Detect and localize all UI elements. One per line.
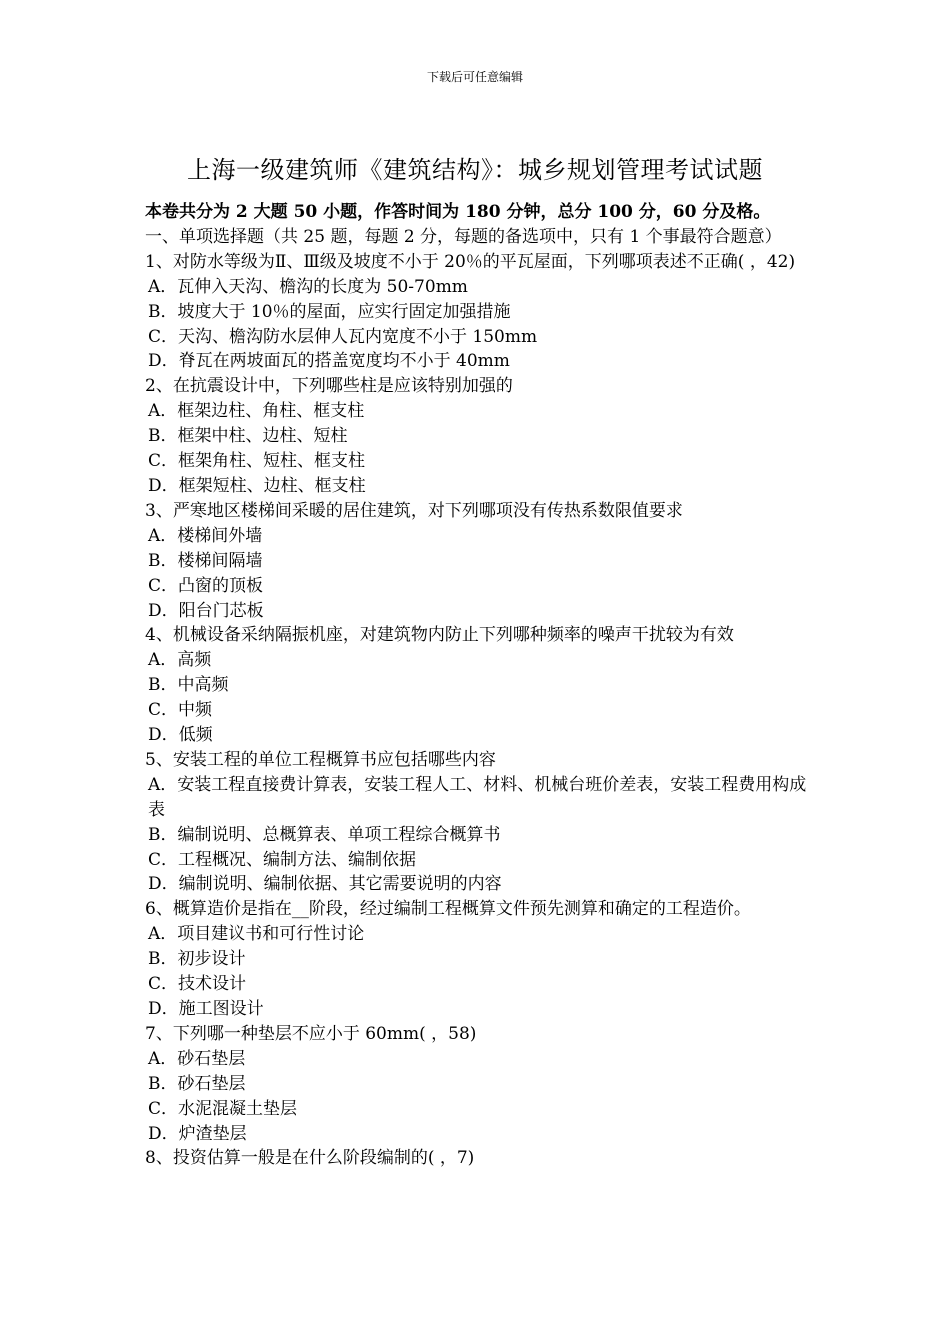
answer-option: A．砂石垫层 [148, 1048, 246, 1069]
answer-option: B．楼梯间隔墙 [148, 550, 263, 571]
answer-option: A．瓦伸入天沟、檐沟的长度为 50-70mm [148, 276, 468, 297]
question-stem: 3、严寒地区楼梯间采暖的居住建筑，对下列哪项没有传热系数限值要求 [145, 500, 683, 521]
answer-option: A．项目建议书和可行性讨论 [148, 924, 365, 945]
exam-intro: 本卷共分为 2 大题 50 小题，作答时间为 180 分钟，总分 100 分，60 分及格。 [145, 202, 771, 222]
answer-option: D．编制说明、编制依据、其它需要说明的内容 [148, 874, 502, 895]
answer-option: B．砂石垫层 [148, 1073, 246, 1094]
question-stem: 4、机械设备采纳隔振机座，对建筑物内防止下列哪种频率的噪声干扰较为有效 [145, 625, 734, 646]
answer-option: D．阳台门芯板 [148, 600, 264, 621]
question-stem: 2、在抗震设计中，下列哪些柱是应该特别加强的 [145, 376, 513, 397]
answer-option: A．框架边柱、角柱、框支柱 [148, 401, 365, 422]
answer-option: C．技术设计 [148, 974, 247, 995]
section-heading: 一、单项选择题（共 25 题，每题 2 分，每题的备选项中，只有 1 个事最符合题意） [145, 226, 782, 247]
answer-option: B．中高频 [148, 675, 229, 696]
question-stem: 1、对防水等级为Ⅱ、Ⅲ级及坡度不小于 20％的平瓦屋面，下列哪项表述不正确( ，42) [145, 251, 796, 272]
answer-option: A．楼梯间外墙 [148, 525, 263, 546]
document-body [145, 200, 813, 1171]
answer-option: C．凸窗的顶板 [148, 575, 264, 596]
answer-option: C．中频 [148, 700, 213, 721]
answer-option: C．水泥混凝土垫层 [148, 1098, 298, 1119]
answer-option: D．脊瓦在两坡面瓦的搭盖宽度均不小于 40mm [148, 351, 510, 372]
answer-option: B．坡度大于 10％的屋面，应实行固定加强措施 [148, 301, 511, 322]
answer-option: D．框架短柱、边柱、框支柱 [148, 475, 366, 496]
answer-option: C．框架角柱、短柱、框支柱 [148, 451, 366, 472]
answer-option: B．初步设计 [148, 949, 246, 970]
answer-option: A．安装工程直接费计算表，安装工程人工、材料、机械台班价差表，安装工程费用构成表 [148, 774, 807, 820]
question-stem: 7、下列哪一种垫层不应小于 60mm( ，58) [145, 1023, 477, 1044]
answer-option: B．编制说明、总概算表、单项工程综合概算书 [148, 824, 501, 845]
question-stem: 8、投资估算一般是在什么阶段编制的( ，7) [145, 1148, 475, 1169]
answer-option: A．高频 [148, 650, 212, 671]
answer-option: C．天沟、檐沟防水层伸人瓦内宽度不小于 150mm [148, 326, 538, 347]
answer-option: D．炉渣垫层 [148, 1123, 247, 1144]
answer-option: C．工程概况、编制方法、编制依据 [148, 849, 417, 870]
page-title: 上海一级建筑师《建筑结构》：城乡规划管理考试试题 [187, 156, 763, 184]
header-note: 下载后可任意编辑 [426, 70, 523, 84]
answer-option: D．低频 [148, 725, 213, 746]
question-stem: 5、安装工程的单位工程概算书应包括哪些内容 [145, 749, 496, 770]
answer-option: B．框架中柱、边柱、短柱 [148, 426, 348, 447]
question-stem: 6、概算造价是指在__阶段，经过编制工程概算文件预先测算和确定的工程造价。 [145, 899, 751, 920]
answer-option: D．施工图设计 [148, 999, 264, 1019]
